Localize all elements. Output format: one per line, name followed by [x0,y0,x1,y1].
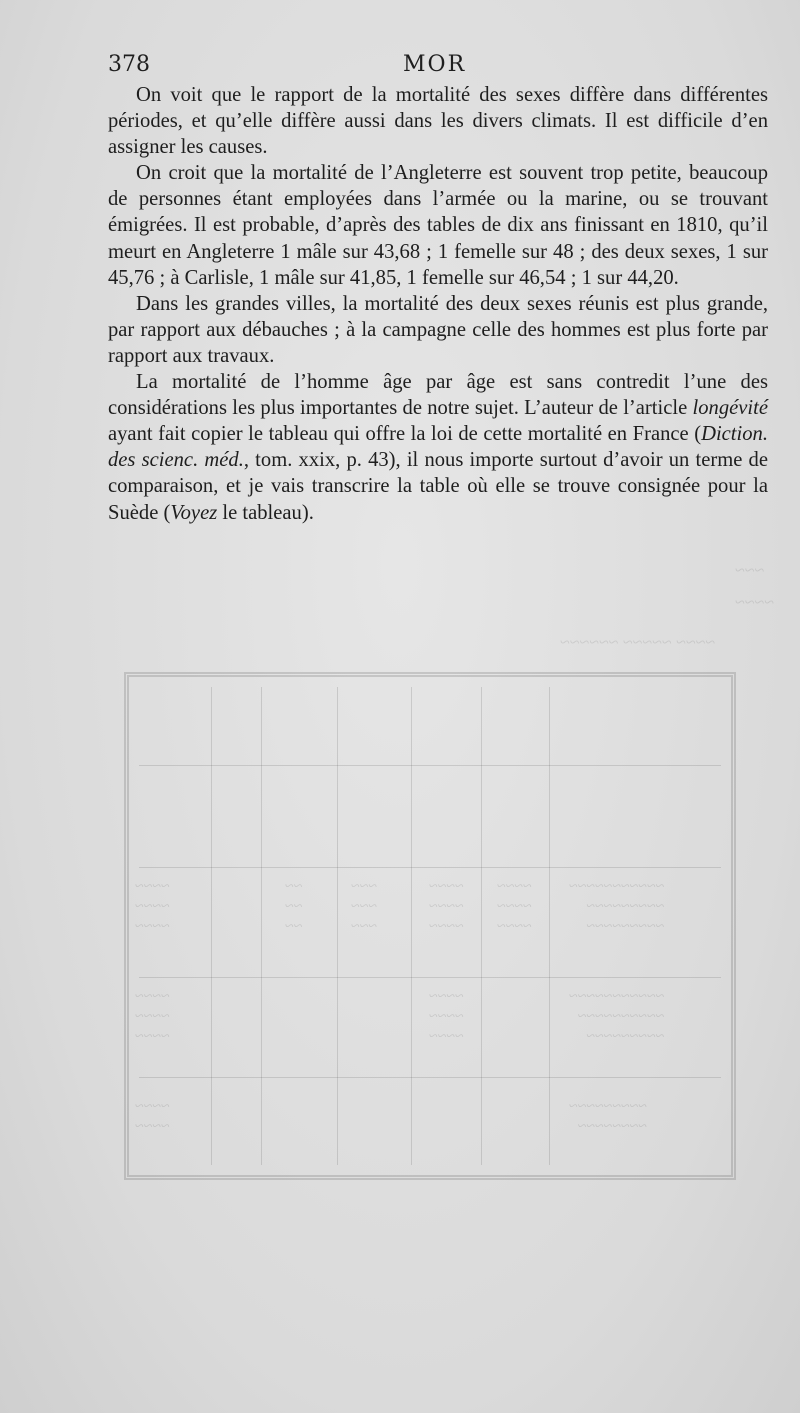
page-number: 378 [108,52,150,77]
show-through-cell: ~~~~~~~~~~~ ~~~~~~~~~ ~~~~~~~~~ [569,878,665,935]
paragraph-4-text-2: ayant fait copier le tableau qui offre la loi de cette mortalité en France ( [108,423,702,446]
show-through-cell: ~~~~ ~~~~ ~~~~ [429,988,464,1045]
show-through-line: ~~~ [735,560,765,580]
show-through-rule [211,687,212,1165]
show-through-cell: ~~ ~~ ~~ [285,878,303,935]
show-through-table [124,672,736,1180]
show-through-rule [139,1077,721,1078]
show-through-cell: ~~~~ ~~~~ ~~~~ [135,878,170,935]
show-through-rule [411,687,412,1165]
show-through-cell: ~~~~~~~~~ ~~~~~~~~ [569,1098,647,1135]
paragraph-1: On voit que le rapport de la mortalité des sexes diffère dans différentes périodes, et qu’elle diffère aussi dans les divers climats. Il est difficile d’en assigner les causes. [108,84,768,159]
show-through-rule [549,687,550,1165]
paragraph-4-text-3: , tom. xxix, p. 43), il nous importe surtout d’avoir un terme de comparaison, et je vais transcrire la table où elle se trouve consignée pour la Suède ( [108,449,768,524]
running-head: MOR [403,52,467,77]
show-through-rule [139,765,721,766]
paragraph-4-text-4: le tableau). [217,501,314,524]
show-through-cell: ~~~ ~~~ ~~~ [351,878,377,935]
show-through-cell: ~~~~ ~~~~ ~~~~ [135,988,170,1045]
paragraph-2: On croit que la mortalité de l’Angleterre est souvent trop petite, beaucoup de personnes étant employées dans l’armée ou la marine, ou se trouvant émigrées. Il est probable, d’après des tables de dix ans finissant en 1810, qu’il meurt en Angleterre 1 mâle sur 43,68 ; 1 femelle sur 48 ; des deux sexes, 1 sur 45,76 ; à Carlisle, 1 mâle sur 41,85, 1 femelle sur 46,54 ; 1 sur 44,20. [108,162,768,289]
show-through-rule [139,867,721,868]
show-through-rule [337,687,338,1165]
show-through-rule [261,687,262,1165]
show-through-cell: ~~~~ ~~~~ ~~~~ [497,878,532,935]
paragraph-4 [108,369,768,526]
show-through-line: ~~~~ [735,592,774,612]
show-through-cell: ~~~~ ~~~~ ~~~~ [429,878,464,935]
show-through-rule [139,977,721,978]
paragraph-3: Dans les grandes villes, la mortalité des deux sexes réunis est plus grande, par rapport aux débauches ; à la campagne celle des hommes est plus forte par rapport aux travaux. [108,292,768,367]
italic-longevite: longévité [692,397,768,420]
paragraph-4-text-1: La mortalité de l’homme âge par âge est sans contredit l’une des considérations les plus importantes de notre sujet. L’auteur de l’article [108,371,768,420]
show-through-rule [481,687,482,1165]
show-through-cell: ~~~~ ~~~~ [135,1098,170,1135]
page-header [108,52,768,84]
body-text [108,82,768,526]
show-through-cell: ~~~~~~~~~~~ ~~~~~~~~~~ ~~~~~~~~~ [569,988,665,1045]
show-through-line: ~~~~ ~~~~~ ~~~~~~ [560,632,716,652]
italic-dictionnaire: Diction. des scienc. méd. [108,423,768,472]
italic-voyez: Voyez [170,501,218,524]
